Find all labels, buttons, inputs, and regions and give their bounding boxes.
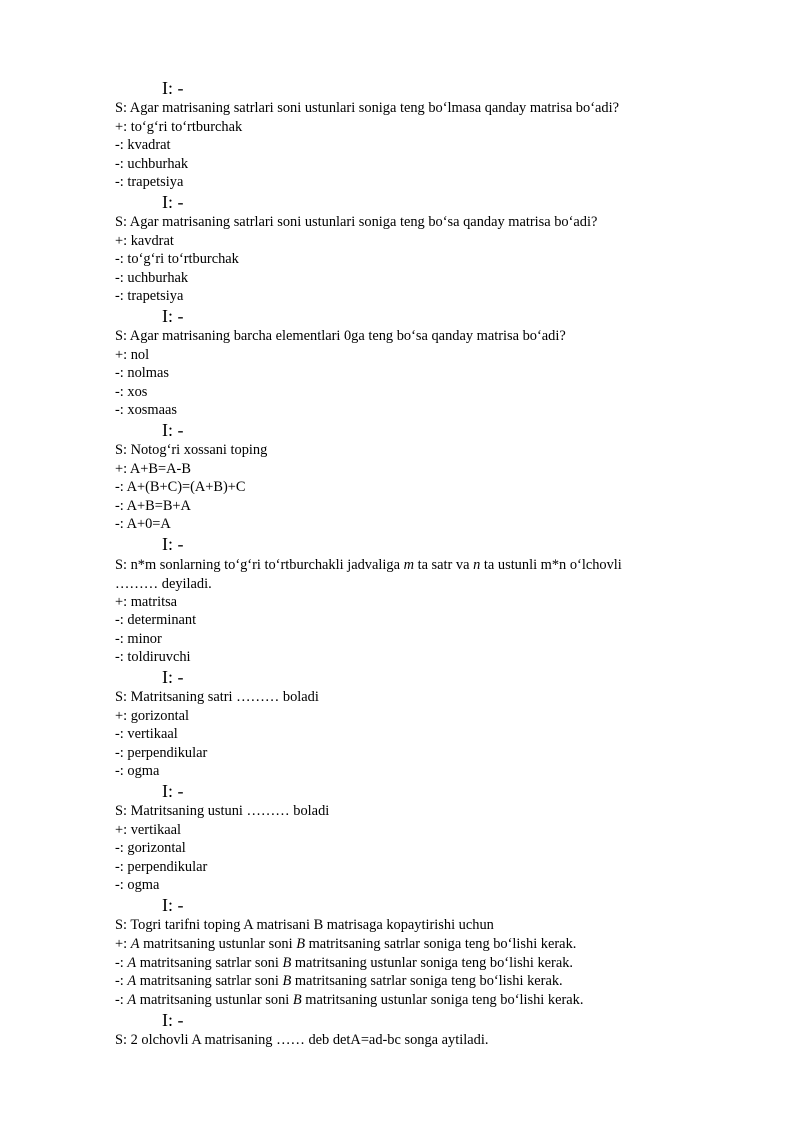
answer-option: -: perpendikular [115, 859, 208, 875]
question-text: S: Agar matrisaning satrlari soni ustunlari soniga teng bo‘sa qanday matrisa bo‘adi? [115, 214, 598, 230]
answer-option: -: kvadrat [115, 137, 171, 153]
question-marker: I: - [162, 192, 184, 212]
answer-option: -: trapetsiya [115, 288, 184, 304]
answer-option: -: uchburhak [115, 156, 189, 172]
answer-option: -: A matritsaning satrlar soni B matritsaning ustunlar soniga teng bo‘lishi kerak. [115, 955, 574, 971]
answer-option: +: kavdrat [115, 233, 174, 249]
answer-option: +: nol [115, 347, 150, 363]
answer-option: -: ogma [115, 763, 160, 779]
answer-option: +: A matritsaning ustunlar soni B matritsaning satrlar soniga teng bo‘lishi kerak. [115, 936, 577, 952]
answer-option: -: nolmas [115, 365, 169, 381]
answer-option: -: to‘g‘ri to‘rtburchak [115, 251, 239, 267]
answer-option: -: determinant [115, 612, 197, 628]
question-text: S: Matritsaning ustuni ……… boladi [115, 803, 330, 819]
question-text: S: 2 olchovli A matrisaning …… deb detA=ad-bc songa aytiladi. [115, 1032, 489, 1048]
answer-option: -: vertikaal [115, 726, 178, 742]
question-marker: I: - [162, 534, 184, 554]
question-text: S: Matritsaning satri ……… boladi [115, 689, 319, 705]
question-text: S: Agar matrisaning barcha elementlari 0ga teng bo‘sa qanday matrisa bo‘adi? [115, 328, 566, 344]
answer-option: -: gorizontal [115, 840, 186, 856]
answer-option: -: minor [115, 631, 162, 647]
answer-option: -: uchburhak [115, 270, 189, 286]
answer-option: -: A matritsaning satrlar soni B matritsaning satrlar soniga teng bo‘lishi kerak. [115, 973, 563, 989]
answer-option: -: xosmaas [115, 402, 177, 418]
question-text: S: Togri tarifni toping A matrisani B matrisaga kopaytirishi uchun [115, 917, 494, 933]
answer-option: -: A+(B+C)=(A+B)+C [115, 479, 246, 495]
question-marker: I: - [162, 306, 184, 326]
answer-option: -: xos [115, 384, 148, 400]
answer-option: -: A+0=A [115, 516, 171, 532]
answer-option: -: ogma [115, 877, 160, 893]
question-marker: I: - [162, 1010, 184, 1030]
question-marker: I: - [162, 78, 184, 98]
question-marker: I: - [162, 420, 184, 440]
question-marker: I: - [162, 895, 184, 915]
answer-option: -: A+B=B+A [115, 498, 191, 514]
question-marker: I: - [162, 781, 184, 801]
answer-option: +: A+B=A-B [115, 461, 191, 477]
question-marker: I: - [162, 667, 184, 687]
answer-option: +: matritsa [115, 594, 178, 610]
answer-option: -: A matritsaning ustunlar soni B matritsaning ustunlar soniga teng bo‘lishi kerak. [115, 992, 584, 1008]
question-text: S: Agar matrisaning satrlari soni ustunlari soniga teng bo‘lmasa qanday matrisa bo‘adi? [115, 100, 619, 116]
answer-option: +: to‘g‘ri to‘rtburchak [115, 119, 243, 135]
question-text: S: Notog‘ri xossani toping [115, 442, 268, 458]
answer-option: -: perpendikular [115, 745, 208, 761]
answer-option: +: gorizontal [115, 708, 190, 724]
answer-option: -: toldiruvchi [115, 649, 191, 665]
question-text: S: n*m sonlarning to‘g‘ri to‘rtburchakli jadvaliga m ta satr va n ta ustunli m*n o‘lchovli [115, 557, 622, 573]
answer-option: -: trapetsiya [115, 174, 184, 190]
answer-option: +: vertikaal [115, 822, 182, 838]
question-text-continued: ……… deyiladi. [115, 576, 212, 592]
